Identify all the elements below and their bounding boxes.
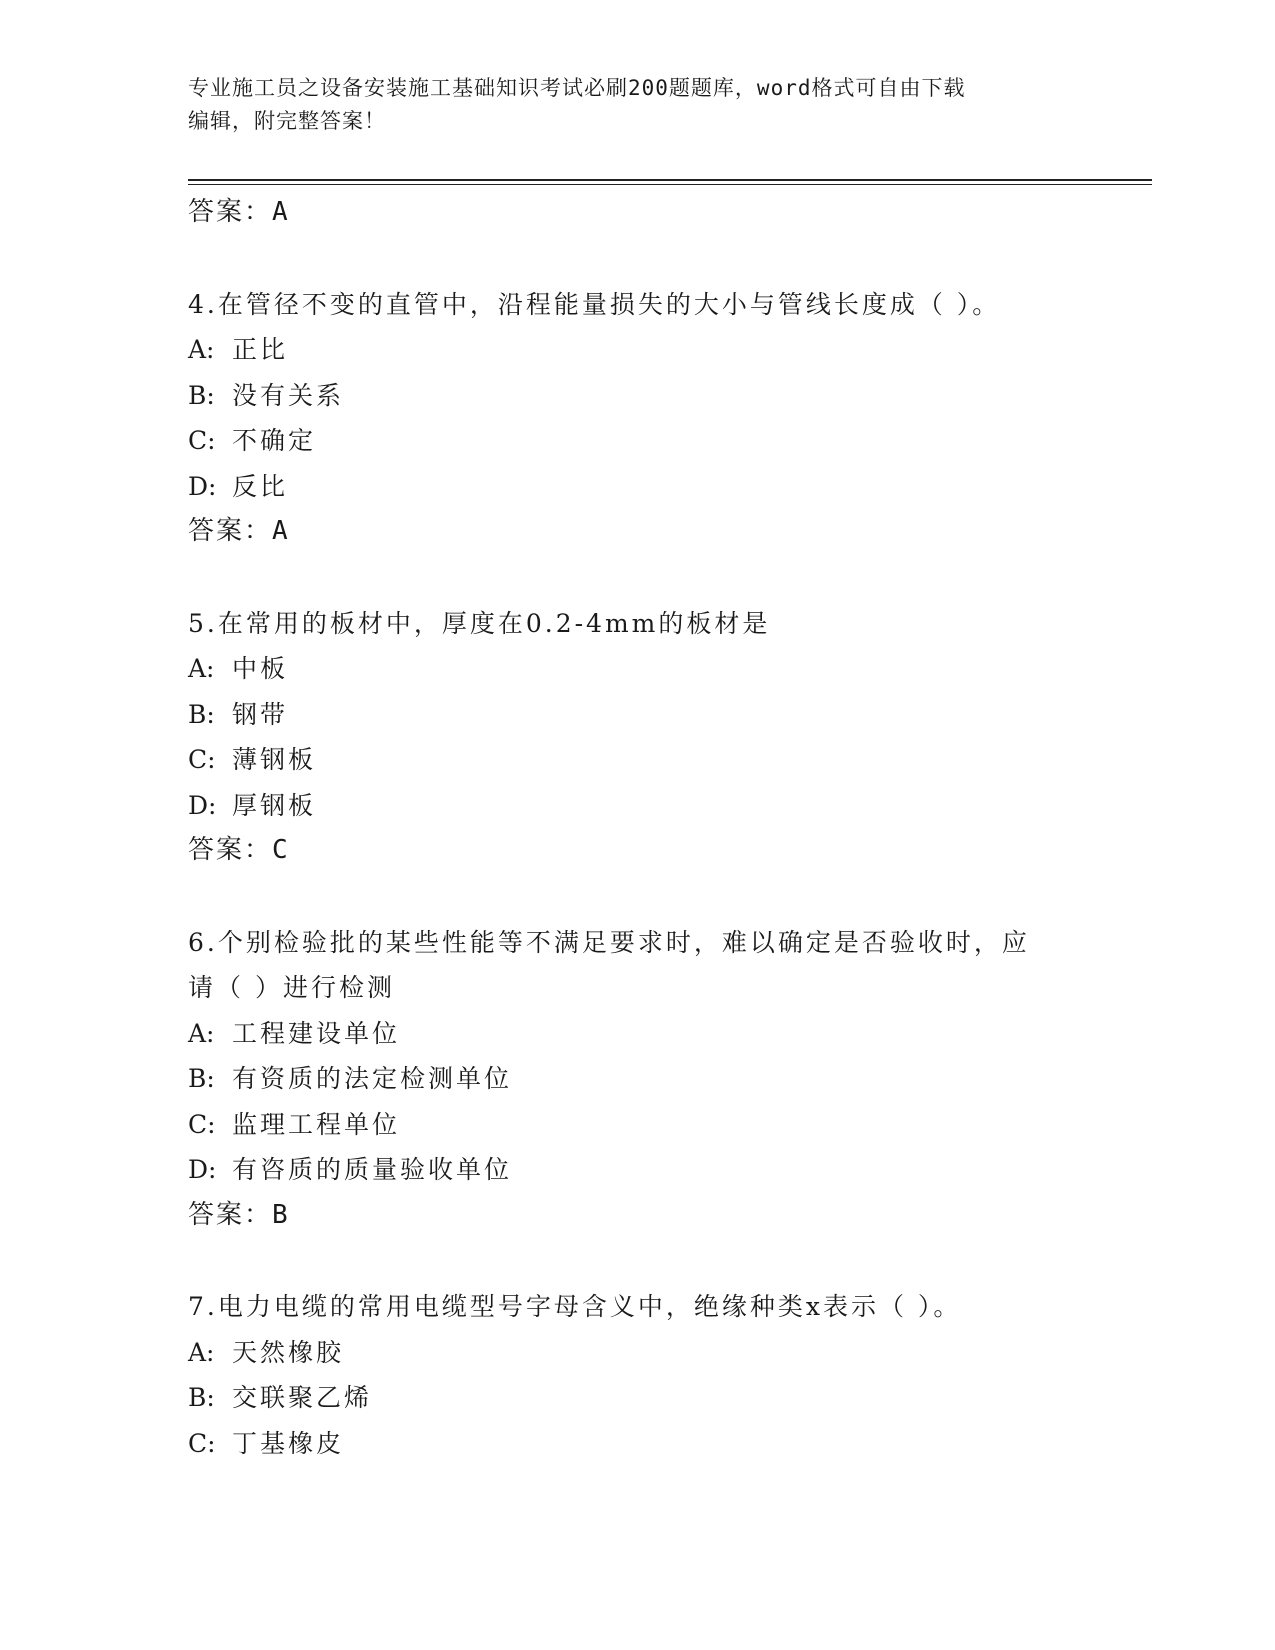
option-text: 反比	[232, 471, 289, 501]
option-text: 没有关系	[232, 380, 345, 410]
option-a	[188, 1330, 1088, 1376]
header-divider-thick	[188, 179, 1152, 181]
spacer	[188, 236, 1088, 282]
spacer	[188, 555, 1088, 601]
option-c	[188, 418, 1088, 464]
question-item	[188, 920, 1088, 1239]
header-title-line-1: 专业施工员之设备安装施工基础知识考试必刷200题题库，word格式可自由下载	[188, 76, 966, 100]
option-a	[188, 1011, 1088, 1057]
option-d	[188, 1147, 1088, 1193]
option-letter: A:	[188, 1337, 215, 1367]
option-b	[188, 373, 1088, 419]
question-item	[188, 601, 1088, 874]
option-a	[188, 646, 1088, 692]
option-c	[188, 1421, 1088, 1467]
option-letter: C:	[188, 1428, 216, 1458]
option-d	[188, 783, 1088, 829]
document-header	[188, 72, 1088, 138]
option-letter: C:	[188, 745, 216, 774]
option-letter: B:	[188, 1064, 215, 1093]
option-letter: C:	[188, 1109, 216, 1139]
option-letter: C:	[188, 426, 216, 455]
question-text: 4.在管径不变的直管中，沿程能量损失的大小与管线长度成（ ）。	[188, 289, 1001, 319]
option-text: 交联聚乙烯	[232, 1383, 373, 1412]
question-text-continued: 请（ ）进行检测	[188, 973, 395, 1002]
option-letter: A:	[188, 335, 215, 364]
option-text: 薄钢板	[232, 745, 317, 774]
header-divider-thin	[188, 184, 1152, 185]
option-text: 工程建设单位	[232, 1018, 401, 1048]
spacer	[188, 1238, 1088, 1284]
question-list	[188, 190, 1088, 1466]
option-text: 厚钢板	[232, 790, 317, 820]
option-a	[188, 327, 1088, 373]
option-letter: A:	[188, 654, 215, 683]
option-text: 天然橡胶	[232, 1337, 345, 1367]
option-text: 丁基橡皮	[232, 1428, 345, 1458]
option-text: 有资质的法定检测单位	[232, 1064, 513, 1093]
option-d	[188, 464, 1088, 510]
header-title-line-2: 编辑，附完整答案！	[188, 109, 386, 133]
option-c	[188, 1102, 1088, 1148]
option-b	[188, 1375, 1088, 1421]
question-text: 7.电力电缆的常用电缆型号字母含义中，绝缘种类x表示（ ）。	[188, 1292, 962, 1321]
question-text: 5.在常用的板材中，厚度在0.2-4mm的板材是	[188, 608, 771, 638]
option-c	[188, 737, 1088, 783]
answer-line: 答案：C	[188, 835, 290, 865]
option-text: 钢带	[232, 699, 289, 729]
option-letter: A:	[188, 1018, 215, 1048]
option-letter: D:	[188, 1155, 217, 1184]
option-text: 监理工程单位	[232, 1109, 401, 1139]
option-b	[188, 692, 1088, 738]
option-letter: D:	[188, 790, 217, 820]
answer-line: 答案：A	[188, 516, 290, 546]
question-item	[188, 1284, 1088, 1466]
question-text: 6.个别检验批的某些性能等不满足要求时，难以确定是否验收时，应	[188, 927, 1030, 957]
option-text: 正比	[232, 335, 289, 364]
answer-line: 答案：B	[188, 1199, 290, 1230]
spacer	[188, 874, 1088, 920]
option-text: 有咨质的质量验收单位	[232, 1155, 513, 1184]
option-letter: B:	[188, 699, 215, 729]
option-text: 中板	[232, 654, 289, 683]
option-b	[188, 1056, 1088, 1102]
option-letter: B:	[188, 380, 215, 410]
question-item	[188, 282, 1088, 555]
option-letter: D:	[188, 471, 217, 501]
option-text: 不确定	[232, 426, 317, 455]
option-letter: B:	[188, 1383, 215, 1412]
previous-answer: 答案：A	[188, 197, 290, 227]
